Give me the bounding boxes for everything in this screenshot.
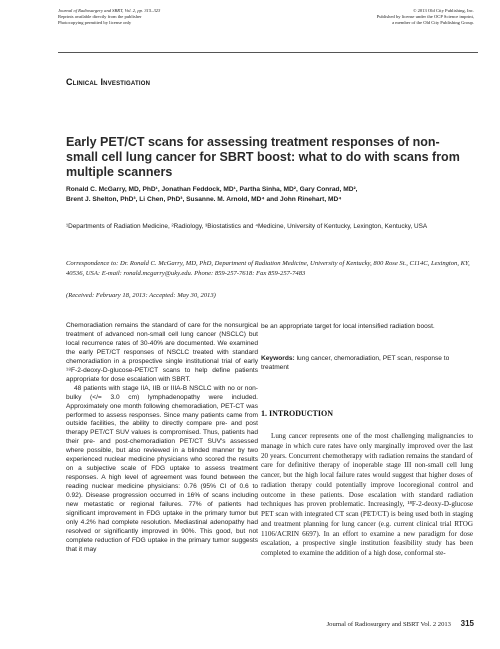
header-journal-line: Journal of Radiosurgery and SBRT, Vol. 2, pp. 315–323 <box>58 8 161 13</box>
section-heading-introduction: 1. INTRODUCTION <box>261 409 334 418</box>
keywords <box>261 354 461 372</box>
keywords-text: lung cancer, chemoradiation, PET scan, response to treatment <box>261 355 450 371</box>
page-number: 315 <box>460 619 474 628</box>
header-photocopy-line: Photocopying permitted by license only <box>58 20 132 25</box>
running-header-left <box>58 8 258 26</box>
affiliations: ¹Departments of Radiation Medicine, ²Radiology, ³Biostatistics and ⁴Medicine, University of Kentucky, Lexington, Kentucky, USA <box>66 223 428 230</box>
keywords-label: Keywords: <box>261 355 295 362</box>
header-copyright-line: © 2013 Old City Publishing, Inc. <box>412 8 474 13</box>
author-line-1: Ronald C. McGarry, MD, PhD¹, Jonathan Feddock, MD¹, Partha Sinha, MD², Gary Conrad, MD², <box>66 186 358 193</box>
page-footer <box>327 619 474 628</box>
abstract-paragraph-1: Chemoradiation remains the standard of care for the nonsurgical treatment of advanced non-small cell lung cancer (NSCLC) but local recurrence rates of 30-40% are documented. We examined the early PET/CT responses of NSCLC treated with standard chemoradiation in a prospective single institutional trial of early ¹⁸F-2-deoxy-D-glucose-PET/CT scans to help define patients appropriate for dose escalation with SBRT. <box>66 322 258 383</box>
section-label-text: Clinical Investigation <box>66 77 151 87</box>
header-rule <box>58 52 478 53</box>
abstract-continuation: be an appropriate target for local intensified radiation boost. <box>261 323 435 330</box>
article-title: Early PET/CT scans for assessing treatment responses of non-small cell lung cancer for SBRT boost: what to do with scans from multiple scanners <box>66 135 460 179</box>
abstract-paragraph-2: 48 patients with stage IIA, IIB or IIIA-B NSCLC with no or non-bulky (</= 3.0 cm) lymphadenopathy were included. Approximately one month following chemoradiation, PET-CT was performed to assess responses. Since many patients came from outside facilities, the ability to directly compare pre- and post therapy PET/CT SUV values is compromised. Thus, patients had their pre- and post-chemoradiation PET/CT SUV's assessed where possible, but also reviewed in a blinded manner by two experienced nuclear medicine physicians who scored the results on a subjective scale of FDG uptake to assess treatment responses. A high level of agreement was found between the reading nuclear medicine physicians: 0.76 (95% CI of 0.6 to 0.92). Disease progression occurred in 16% of scans including new metastatic or regional failures. 77% of patients had significant improvement in FDG uptake in the primary tumor but only 4.2% had complete resolution. Mediastinal adenopathy had resolved or significantly improved in 90%. This good, but not complete reduction of FDG uptake in the primary tumor suggests that it may <box>66 384 258 553</box>
introduction-paragraph: Lung cancer represents one of the most challenging malignancies to manage in which cure rates have only marginally improved over the last 20 years. Concurrent chemotherapy with radiation remains the standard of care for definitive therapy of inoperable stage III non-small cell lung cancer, but the high local failure rates would suggest that higher doses of radiation therapy could potentially improve locoregional control and outcome in these patients. Dose escalation with standard radiation techniques has proven problematic. Increasingly, ¹⁸F-2-deoxy-D-glucose PET scan with integrated CT scan (PET/CT) is being used both in staging and treatment planning for lung cancer (e.g. current clinical trial RTOG 1106/ACRIN 6697). In an effort to examine a new paradigm for dose escalation, a prospective single institution feasibility study has been completed to examine the addition of a high dose, conformal ste- <box>261 432 473 557</box>
author-line-2: Brent J. Shelton, PhD³, Li Chen, PhD³, Susanne. M. Arnold, MD⁴ and John Rinehart, MD⁴ <box>66 196 342 203</box>
received-dates: (Received: February 18, 2013: Accepted: May 30, 2013) <box>66 292 216 299</box>
running-header-right <box>274 8 474 26</box>
footer-journal: Journal of Radiosurgery and SBRT Vol. 2 2013 <box>326 621 451 628</box>
header-publisher-line: a member of the Old City Publishing Group. <box>392 20 474 25</box>
header-license-line: Published by license under the OCP Science imprint, <box>376 14 474 19</box>
correspondence: Correspondence to: Dr. Ronald C. McGarry, MD, PhD, Department of Radiation Medicine, University of Kentucky, 800 Rose St., C114C, Lexington, KY, 40536, USA: E-mail: ronald.mcgarry@uky.edu. Phone: 859-257-7618: Fax 859-257-7483 <box>66 260 470 277</box>
author-list <box>66 185 471 205</box>
abstract <box>66 322 258 555</box>
section-label <box>66 77 150 87</box>
header-reprints-line: Reprints available directly from the publisher <box>58 14 142 19</box>
